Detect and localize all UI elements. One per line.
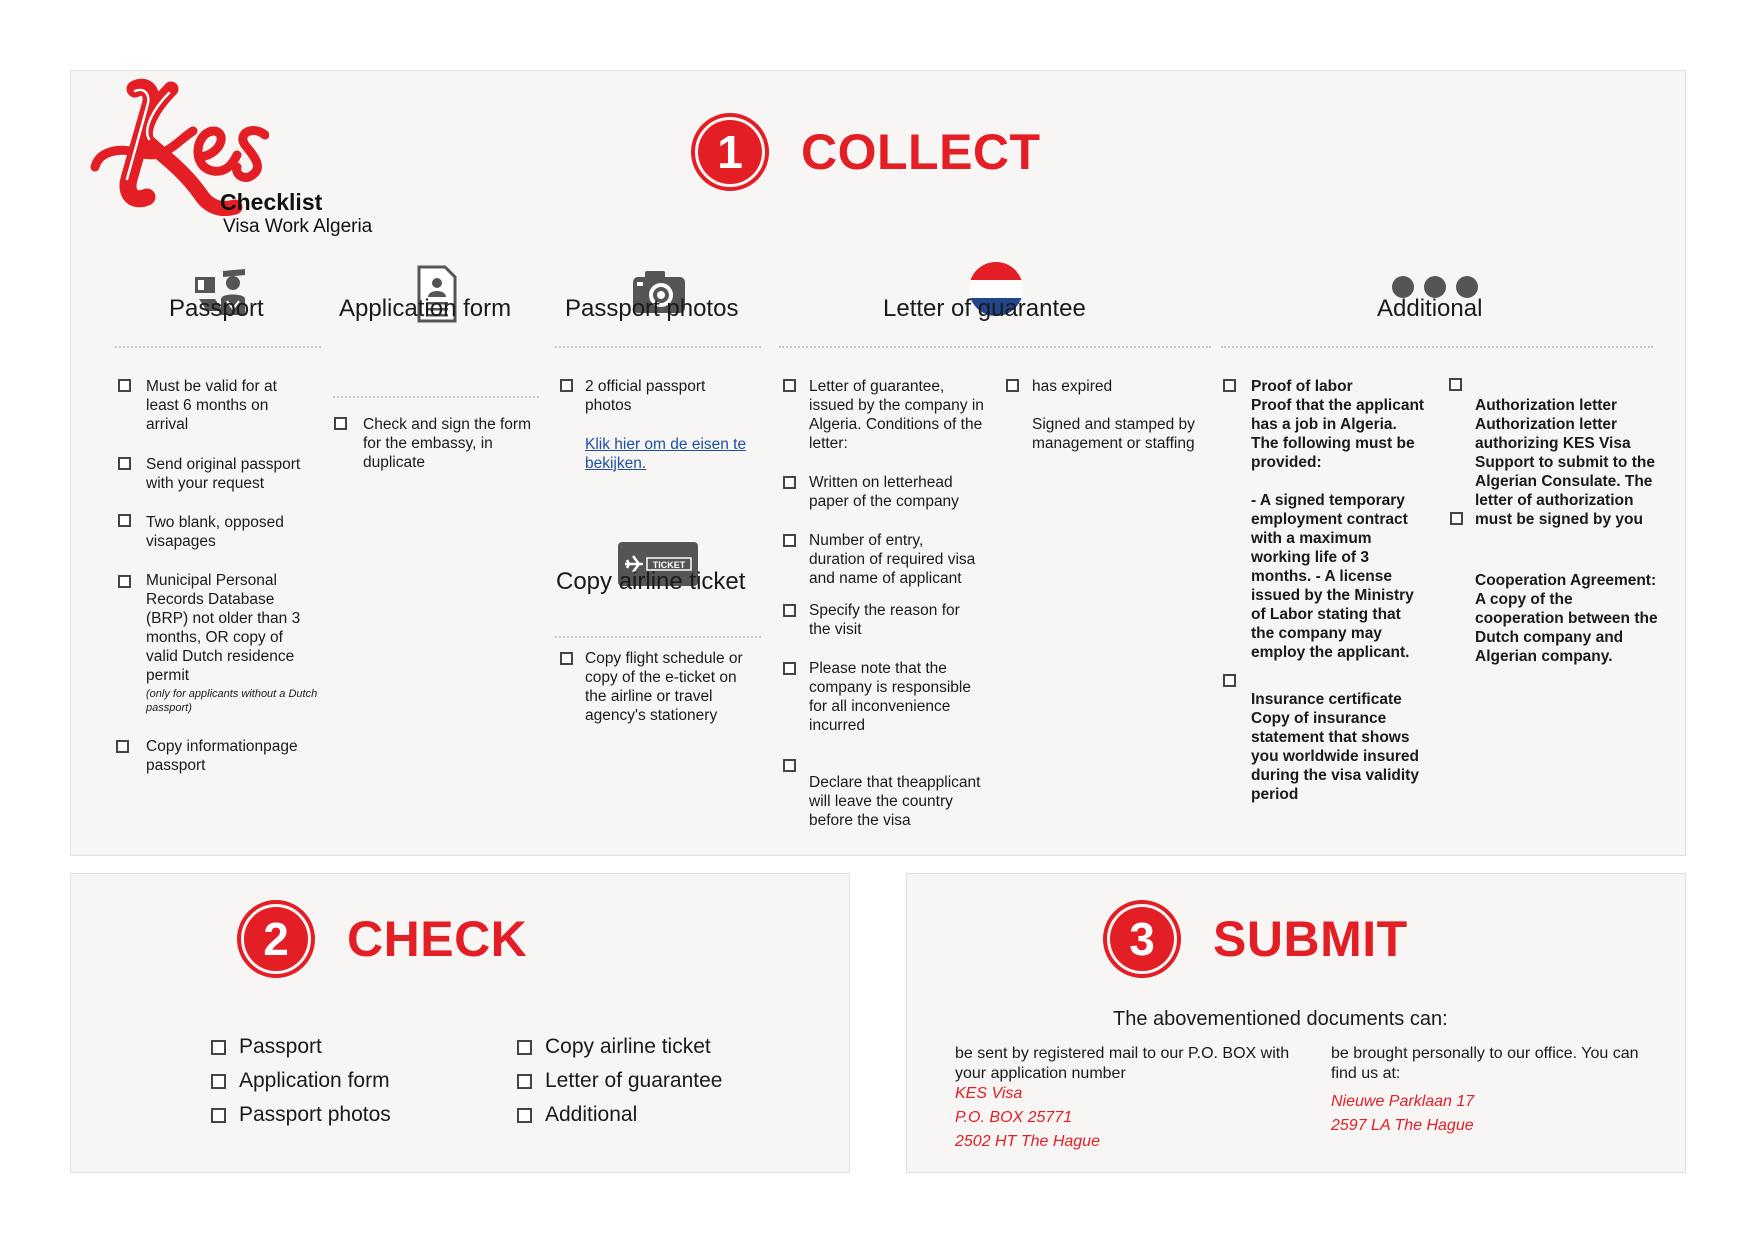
divider bbox=[115, 346, 321, 348]
submit-title: SUBMIT bbox=[1213, 911, 1408, 967]
airline-ticket-item-1: Copy flight schedule or copy of the e-ticket on the airline or travel agency's stationery bbox=[585, 650, 743, 724]
logo-title: Checklist bbox=[220, 189, 323, 215]
passport-item-3: Two blank, opposed visapages bbox=[146, 514, 284, 550]
step-2-badge: 2 bbox=[237, 900, 315, 978]
cooperation-text: A copy of the cooperation between the Dutch company and Algerian company. bbox=[1475, 591, 1658, 665]
checkbox[interactable] bbox=[783, 662, 796, 675]
checkbox[interactable] bbox=[116, 740, 129, 753]
submit-panel bbox=[906, 873, 1686, 1173]
checkbox[interactable] bbox=[1450, 512, 1463, 525]
logo-subtitle: Visa Work Algeria bbox=[223, 216, 373, 237]
letter-of-guarantee-title: Letter of guarantee bbox=[883, 295, 1086, 322]
guarantee-item-7: has expired bbox=[1032, 378, 1113, 395]
divider bbox=[555, 346, 761, 348]
divider bbox=[333, 396, 539, 398]
proof-of-labor-text: Proof that the applicant has a job in Algeria. The following must be provided: bbox=[1251, 397, 1425, 471]
passport-item-1: Must be valid for at least 6 months on arrival bbox=[146, 378, 277, 433]
guarantee-item-2: Written on letterhead paper of the company bbox=[809, 474, 959, 510]
checkbox[interactable] bbox=[560, 652, 573, 665]
checkbox[interactable] bbox=[118, 379, 131, 392]
step-1-badge: 1 bbox=[691, 113, 769, 191]
authorization-text: Authorization letter authorizing KES Visa Support to submit to the Algerian Consulate. The letter of authorization must be signed by you bbox=[1475, 416, 1655, 528]
check-heading bbox=[237, 900, 527, 978]
guarantee-item-6: Declare that theapplicant will leave the country before the visa bbox=[809, 774, 981, 829]
insurance-text: Copy of insurance statement that shows you worldwide insured during the visa validity period bbox=[1251, 710, 1419, 803]
checkbox[interactable] bbox=[118, 514, 131, 527]
passport-item-4: Municipal Personal Records Database (BRP) not older than 3 months, OR copy of valid Dutch residence permit bbox=[146, 572, 301, 684]
submit-heading bbox=[1103, 900, 1408, 978]
passport-item-2: Send original passport with your request bbox=[146, 456, 301, 492]
passport-title: Passport bbox=[169, 295, 264, 322]
submit-mail-address-3: 2502 HT The Hague bbox=[955, 1133, 1100, 1150]
checkbox[interactable] bbox=[783, 379, 796, 392]
checkbox[interactable] bbox=[783, 759, 796, 772]
additional-title: Additional bbox=[1377, 295, 1483, 322]
cooperation-heading: Cooperation Agreement: bbox=[1475, 572, 1657, 589]
passport-photos-title: Passport photos bbox=[565, 295, 739, 322]
checkbox[interactable] bbox=[334, 417, 347, 430]
insurance-heading: Insurance certificate bbox=[1251, 691, 1402, 708]
checkbox[interactable] bbox=[783, 604, 796, 617]
guarantee-item-1: Letter of guarantee, issued by the company in Algeria. Conditions of the letter: bbox=[809, 378, 984, 452]
photo-requirements-link[interactable]: Klik hier om de eisen te bekijken. bbox=[585, 436, 747, 472]
guarantee-item-4: Specify the reason for the visit bbox=[809, 602, 960, 638]
check-panel: 2 CHECK Passport Application form Passport photos Copy airline ticket Letter of guarantee Additional bbox=[70, 873, 850, 1173]
collect-panel bbox=[70, 70, 1686, 856]
passport-photos-item-1: 2 official passport photos bbox=[585, 378, 706, 414]
proof-of-labor-heading: Proof of labor bbox=[1251, 378, 1353, 395]
checkbox[interactable] bbox=[118, 575, 131, 588]
guarantee-item-3: Number of entry, duration of required visa and name of applicant bbox=[809, 532, 976, 587]
check-title: CHECK bbox=[347, 911, 528, 967]
application-form-title: Application form bbox=[339, 295, 512, 322]
submit-lead: The abovementioned documents can: bbox=[1113, 1008, 1448, 1030]
checkbox[interactable] bbox=[560, 379, 573, 392]
passport-item-5: Copy informationpage passport bbox=[146, 738, 298, 774]
submit-mail-address-1: KES Visa bbox=[955, 1085, 1023, 1102]
submit-office-address-1: Nieuwe Parklaan 17 bbox=[1331, 1093, 1475, 1110]
submit-mail-text: be sent by registered mail to our P.O. BOX with your application number bbox=[955, 1045, 1290, 1082]
passport-note: (only for applicants without a Dutch passport) bbox=[146, 688, 318, 714]
checkbox[interactable] bbox=[1006, 379, 1019, 392]
checkbox[interactable] bbox=[783, 534, 796, 547]
application-form-item-1: Check and sign the form for the embassy, in duplicate bbox=[363, 416, 532, 471]
checkbox[interactable] bbox=[1223, 379, 1236, 392]
checkbox[interactable] bbox=[783, 476, 796, 489]
authorization-heading: Authorization letter bbox=[1475, 397, 1618, 414]
submit-office-address-2: 2597 LA The Hague bbox=[1331, 1117, 1474, 1134]
proof-of-labor-list: - A signed temporary employment contract with a maximum working life of 3 months. - A license issued by the Ministry of Labor stating that the company may employ the applicant. bbox=[1251, 492, 1414, 661]
submit-office-text: be brought personally to our office. You can find us at: bbox=[1331, 1045, 1639, 1082]
divider bbox=[779, 346, 1211, 348]
collect-title: COLLECT bbox=[801, 124, 1041, 180]
ticket-icon-label: TICKET bbox=[652, 560, 686, 570]
guarantee-item-8: Signed and stamped by management or staffing bbox=[1032, 416, 1195, 452]
copy-airline-ticket-title: Copy airline ticket bbox=[556, 568, 746, 595]
guarantee-item-5: Please note that the company is responsible for all inconvenience incurred bbox=[809, 660, 971, 734]
checkbox[interactable] bbox=[1223, 674, 1236, 687]
collect-heading bbox=[691, 113, 1041, 191]
checkbox[interactable] bbox=[1449, 378, 1462, 391]
checkbox[interactable] bbox=[118, 457, 131, 470]
submit-mail-address-2: P.O. BOX 25771 bbox=[955, 1109, 1073, 1126]
step-3-badge: 3 bbox=[1103, 900, 1181, 978]
divider bbox=[555, 636, 761, 638]
divider bbox=[1221, 346, 1653, 348]
